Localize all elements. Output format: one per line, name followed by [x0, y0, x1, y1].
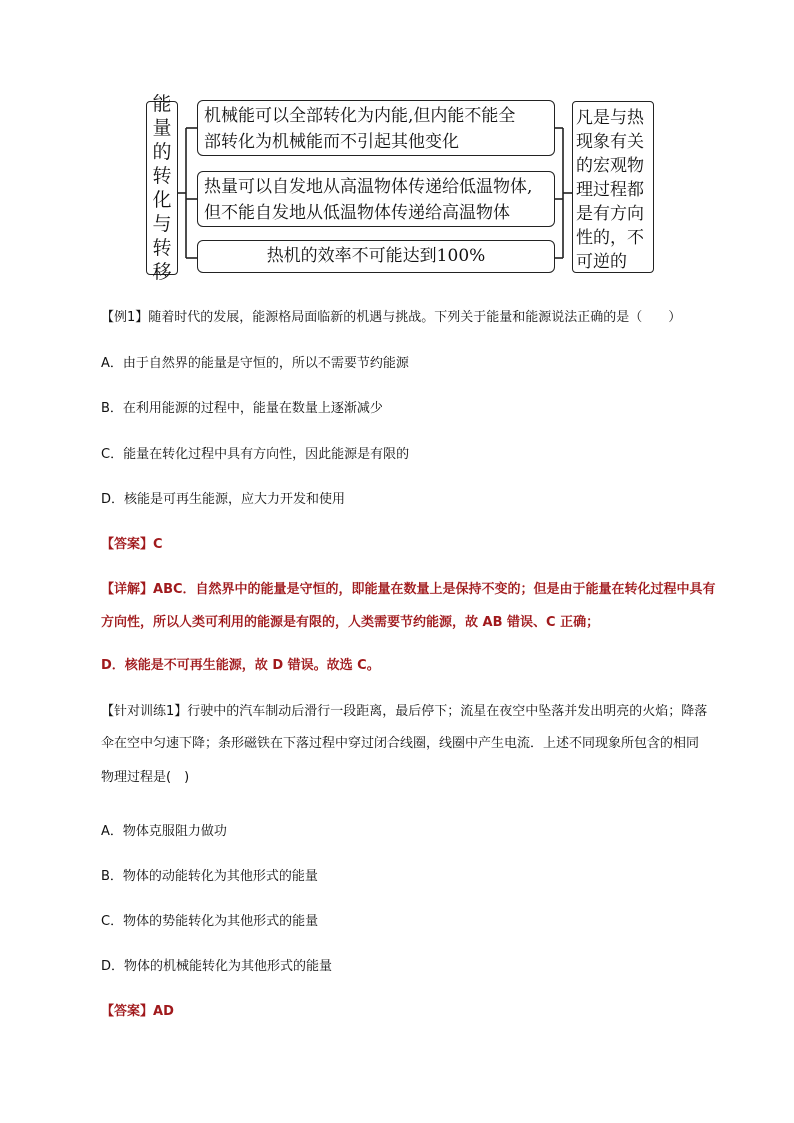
example1-option-a: A．由于自然界的能量是守恒的，所以不需要节约能源: [101, 356, 409, 371]
example1-option-c: C．能量在转化过程中具有方向性，因此能源是有限的: [101, 447, 410, 462]
example1-detail-text1: ABC．自然界中的能量是守恒的，即能量在数量上是保持不变的；但是由于能量在转化过程中具有: [153, 582, 716, 597]
training1-line1: [101, 700, 707, 719]
training1-option-a: A．物体克服阻力做功: [101, 824, 227, 839]
right-label: 凡是与热现象有关的宏观物理过程都是有方向性的，不可逆的: [576, 108, 644, 272]
heat-engine-box: [197, 240, 555, 273]
mechanical-energy-box: [197, 100, 555, 156]
training1-option-d: D．物体的机械能转化为其他形式的能量: [101, 959, 333, 974]
energy-diagram: [0, 0, 794, 290]
example1-question-text: 随着时代的发展，能源格局面临新的机遇与挑战。下列关于能量和能源说法正确的是（ ）: [148, 310, 682, 325]
example1-answer-tag: 【答案】: [101, 537, 154, 552]
training1-line2: 伞在空中匀速下降；条形磁铁在下落过程中穿过闭合线圈，线圈中产生电流．上述不同现象所包含的相同: [101, 736, 700, 751]
example1-question: [101, 306, 681, 325]
training1-answer: [101, 1000, 174, 1019]
training1-text1: 行驶中的汽车制动后滑行一段距离，最后停下；流星在夜空中坠落并发出明亮的火焰；降落: [187, 704, 708, 719]
training1-answer-tag: 【答案】: [101, 1004, 154, 1019]
example1-detail-line3: D．核能是不可再生能源，故 D 错误。故选 C。: [101, 658, 380, 673]
training1-option-c: C．物体的势能转化为其他形式的能量: [101, 914, 319, 929]
example1-answer-value: C: [153, 537, 163, 552]
training1-tag: 【针对训练1】: [101, 704, 188, 719]
example1-detail-line1: [101, 578, 716, 597]
box2-line1: 热量可以自发地从高温物体传递给低温物体,: [204, 177, 533, 197]
example1-answer: [101, 533, 163, 552]
training1-answer-value: AD: [153, 1004, 174, 1019]
example1-option-b: B．在利用能源的过程中，能量在数量上逐渐减少: [101, 401, 383, 416]
box2-line2: 但不能自发地从低温物体传递给高温物体: [204, 203, 510, 223]
box3-text: 热机的效率不可能达到100%: [266, 246, 486, 266]
box1-line1: 机械能可以全部转化为内能,但内能不能全: [204, 106, 516, 126]
right-label-box: [572, 101, 654, 273]
box1-line2: 部转化为机械能而不引起其他变化: [204, 132, 459, 152]
example1-detail-tag: 【详解】: [101, 582, 154, 597]
example1-detail-line2: 方向性，所以人类可利用的能源是有限的，人类需要节约能源，故 AB 错误、C 正确；: [101, 615, 600, 630]
example1-option-d: D．核能是可再生能源，应大力开发和使用: [101, 492, 346, 507]
heat-transfer-box: [197, 171, 555, 227]
training1-option-b: B．物体的动能转化为其他形式的能量: [101, 869, 318, 884]
left-label-box: [146, 93, 178, 283]
example1-tag: 【例1】: [101, 310, 149, 325]
training1-line3: 物理过程是( ): [101, 770, 190, 785]
left-label: 能量的转化与转移: [152, 93, 172, 283]
